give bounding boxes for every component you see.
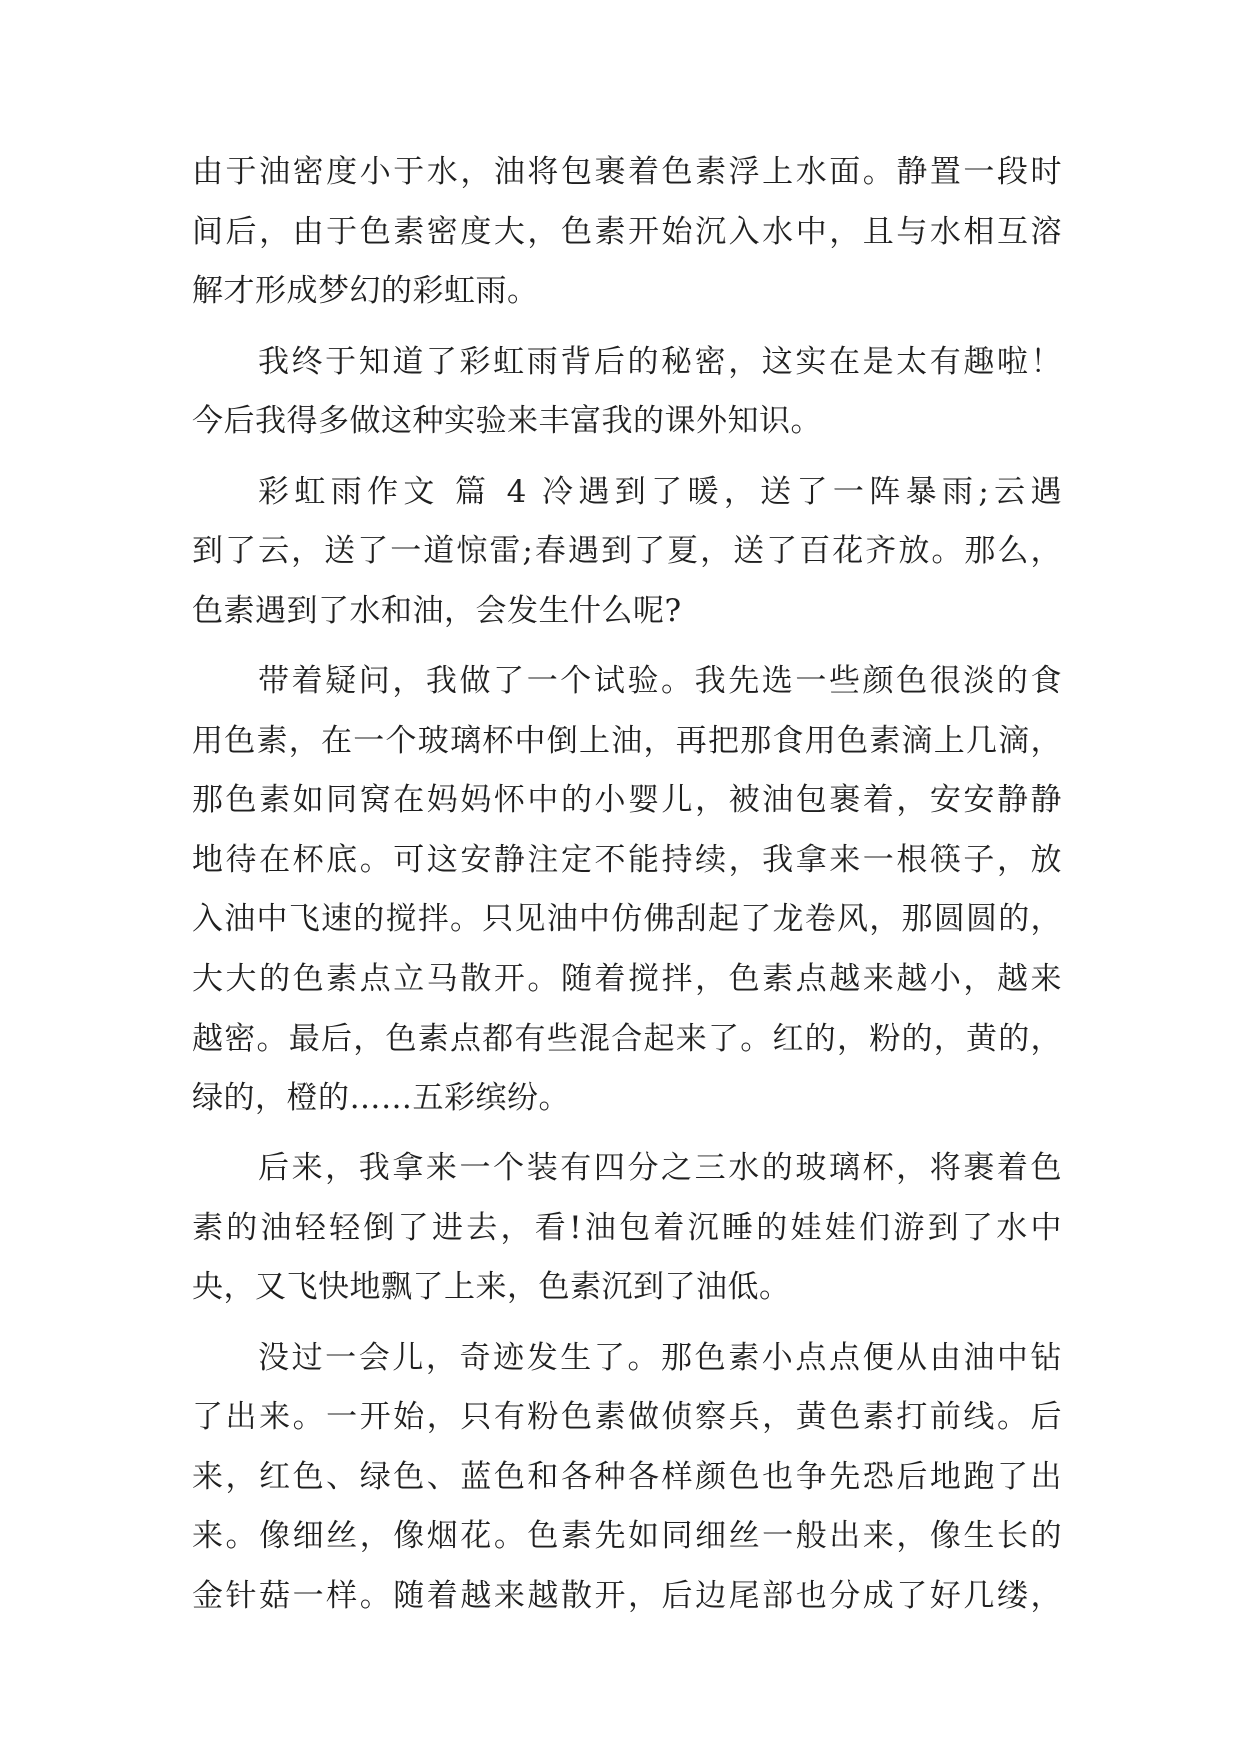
- text-line: 大大的色素点立马散开。随着搅拌，色素点越来越小，越来: [192, 961, 1062, 997]
- text-line: 了出来。一开始，只有粉色素做侦察兵，黄色素打前线。后: [192, 1399, 1062, 1435]
- text-line: 越密。最后，色素点都有些混合起来了。红的，粉的，黄的，: [192, 1021, 1062, 1057]
- text-line: 后来，我拿来一个装有四分之三水的玻璃杯，将裹着色: [258, 1150, 1062, 1186]
- text-line: 间后，由于色素密度大，色素开始沉入水中，且与水相互溶: [192, 214, 1062, 250]
- text-line: 到了云，送了一道惊雷;春遇到了夏，送了百花齐放。那么，: [192, 533, 1062, 569]
- text-line: 央，又飞快地飘了上来，色素沉到了油低。: [192, 1269, 791, 1305]
- text-line: 由于油密度小于水，油将包裹着色素浮上水面。静置一段时: [192, 154, 1062, 190]
- text-line: 我终于知道了彩虹雨背后的秘密，这实在是太有趣啦！: [258, 344, 1062, 380]
- text-line: 素的油轻轻倒了进去，看!油包着沉睡的娃娃们游到了水中: [192, 1210, 1062, 1246]
- text-line: 金针菇一样。随着越来越散开，后边尾部也分成了好几缕，: [192, 1578, 1062, 1614]
- text-line: 那色素如同窝在妈妈怀中的小婴儿，被油包裹着，安安静静: [192, 782, 1062, 818]
- text-line: 解才形成梦幻的彩虹雨。: [192, 273, 539, 309]
- text-line: 来，红色、绿色、蓝色和各种各样颜色也争先恐后地跑了出: [192, 1459, 1062, 1495]
- text-line: 地待在杯底。可这安静注定不能持续，我拿来一根筷子，放: [192, 842, 1062, 878]
- section-heading-line: 彩虹雨作文 篇 4 冷遇到了暖，送了一阵暴雨;云遇: [258, 474, 1062, 510]
- text-line: 今后我得多做这种实验来丰富我的课外知识。: [192, 403, 822, 439]
- text-line: 入油中飞速的搅拌。只见油中仿佛刮起了龙卷风，那圆圆的，: [192, 901, 1062, 937]
- text-line: 带着疑问，我做了一个试验。我先选一些颜色很淡的食: [258, 663, 1062, 699]
- text-line: 来。像细丝，像烟花。色素先如同细丝一般出来，像生长的: [192, 1518, 1062, 1554]
- text-line: 绿的，橙的……五彩缤纷。: [192, 1080, 570, 1116]
- text-line: 色素遇到了水和油，会发生什么呢?: [192, 593, 682, 629]
- text-line: 没过一会儿，奇迹发生了。那色素小点点便从由油中钻: [258, 1340, 1062, 1376]
- text-line: 用色素，在一个玻璃杯中倒上油，再把那食用色素滴上几滴，: [192, 723, 1062, 759]
